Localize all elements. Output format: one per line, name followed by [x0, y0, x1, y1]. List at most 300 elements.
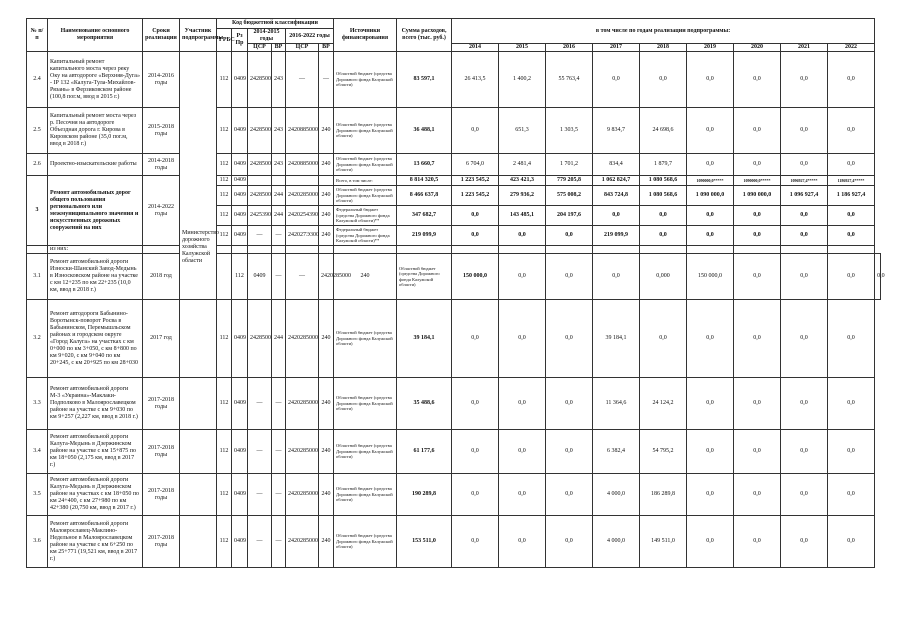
year-value: 0,0 — [546, 254, 593, 300]
row-terms: 2017-2018 годы — [143, 378, 180, 430]
table-row — [27, 108, 881, 154]
year-value: 0,0 — [828, 108, 875, 154]
table-row — [27, 254, 881, 300]
year-value: 0,0 — [640, 206, 687, 226]
grbs-cell: 112 — [217, 430, 232, 474]
source-cell: Областной бюджет (средства Дорожного фонда Калужской области) — [334, 430, 397, 474]
year-value: 0,0 — [546, 300, 593, 378]
row-name: Проектно-изыскательские работы — [48, 154, 143, 176]
csr-cell: — — [248, 516, 272, 568]
vr2-cell: 240 — [319, 186, 334, 206]
csr-cell: 2428500 — [248, 52, 272, 108]
year-value: 0,0 — [452, 300, 499, 378]
sum-cell: 150 000,0 — [452, 254, 499, 300]
year-value: 1090000,0***** — [734, 176, 781, 186]
year-value: 0,0 — [546, 474, 593, 516]
row-num: 2.4 — [27, 52, 48, 108]
year-value: 0,0 — [828, 430, 875, 474]
year-value: 0,0 — [687, 378, 734, 430]
row-terms: 2017-2018 годы — [143, 474, 180, 516]
year-value: 0,0 — [640, 52, 687, 108]
year-value: 1 303,5 — [546, 108, 593, 154]
budget-table — [26, 18, 885, 568]
vr-cell: 244 — [272, 206, 286, 226]
year-value: 54 795,2 — [640, 430, 687, 474]
row-name: Ремонт автомобильной дороги М-3 «Украина»-Маклаки-Подполково в Малоярославецком районе на участке с км 9+030 по км 9+257 (2,227 км, ввод в 2018 г.) — [48, 378, 143, 430]
rzpr-cell: 0409 — [232, 176, 248, 186]
vr-cell: — — [272, 226, 286, 246]
source-cell: Областной бюджет (средства Дорожного фонда Калужской области) — [334, 52, 397, 108]
vr2-cell: — — [319, 52, 334, 108]
source-cell: Всего, в том числе: — [334, 176, 397, 186]
year-value: 0,0 — [546, 430, 593, 474]
csr2-cell: 2420285000 — [286, 378, 319, 430]
year-value: 204 197,6 — [546, 206, 593, 226]
vr2-cell: 240 — [319, 474, 334, 516]
row-terms: 2014-2016 годы — [143, 52, 180, 108]
header-code-group: Код бюджетной классификации — [217, 19, 334, 29]
vr2-cell: 240 — [319, 154, 334, 176]
year-value: 0,0 — [781, 52, 828, 108]
header-grbs: ГРБС — [217, 29, 232, 52]
vr-cell: 244 — [272, 300, 286, 378]
csr-cell: 2428500 — [248, 108, 272, 154]
year-value: 0,0 — [452, 516, 499, 568]
sum-cell: 190 289,8 — [397, 474, 452, 516]
participant-empty — [180, 430, 217, 474]
csr-cell: 2425390 — [248, 206, 272, 226]
year-value: 279 936,2 — [499, 186, 546, 206]
year-value: 0,0 — [687, 154, 734, 176]
row-name: Ремонт автомобильной дороги Износки-Шанский Завод-Медынь в Износковском районе на участке с км 12+235 по км 22+235 (10,0 км, ввод в 2018 г.) — [48, 254, 143, 300]
table-row — [27, 176, 881, 186]
row-num: 2.6 — [27, 154, 48, 176]
csr2-cell: — — [286, 52, 319, 108]
csr2-cell: 242027Э300 — [286, 226, 319, 246]
rzpr-cell: 0409 — [232, 154, 248, 176]
row-name: Ремонт автомобильной дороги Малоярославец-Маклино-Недельное в Малоярославецком районе на участке с км 6+250 по км 25+771 (19,521 км, ввод в 2017 г.) — [48, 516, 143, 568]
csr2-cell: 2420885000 — [286, 154, 319, 176]
year-value: 0,0 — [593, 206, 640, 226]
grbs-cell: 112 — [217, 300, 232, 378]
csr2-cell: 2420285000 — [286, 430, 319, 474]
vr2-cell: 240 — [319, 108, 334, 154]
row-name: Капитальный ремонт капитального моста через реку Оку на автодороге «Верхняя-Дуга» - IР 132 «Калуга-Тула-Михайлов-Рязань» в Ферзиковском районе (100,8 пог.м, ввод в 2015 г.) — [48, 52, 143, 108]
csr2-cell: 2420285000 — [286, 300, 319, 378]
empty-cell — [546, 246, 593, 254]
row-num: 2.5 — [27, 108, 48, 154]
empty-cell — [828, 246, 875, 254]
vr-cell — [272, 176, 286, 186]
row-num: 3.5 — [27, 474, 48, 516]
grbs-cell: 112 — [217, 52, 232, 108]
year-value: 0,0 — [640, 300, 687, 378]
year-value: 0,0 — [687, 108, 734, 154]
header-year: 2014 — [452, 44, 499, 52]
year-value: 1 223 545,2 — [452, 176, 499, 186]
year-value: 24 698,6 — [640, 108, 687, 154]
year-value: 1 062 824,7 — [593, 176, 640, 186]
year-value: 0,0 — [499, 378, 546, 430]
participant-label: Министерство дорожного хозяйства Калужской области — [182, 230, 219, 264]
year-value: 0,0 — [734, 206, 781, 226]
header-num: № п/п — [27, 19, 48, 52]
empty-cell — [452, 246, 499, 254]
header-rzpr: Рз Пр — [232, 29, 248, 52]
rzpr-cell: 0409 — [232, 108, 248, 154]
table-row — [27, 246, 881, 254]
table-row — [27, 430, 881, 474]
year-value: 0,0 — [593, 254, 640, 300]
year-value: 1 096 927,4 — [781, 186, 828, 206]
year-value: 0,0 — [875, 254, 881, 300]
year-value: 0,0 — [452, 474, 499, 516]
header-csr2: ЦСР — [286, 44, 319, 52]
row-terms: 2017 год — [143, 300, 180, 378]
vr2-cell: 240 — [319, 430, 334, 474]
year-value: 0,0 — [781, 516, 828, 568]
vr2-cell: 240 — [319, 226, 334, 246]
year-value: 0,0 — [499, 300, 546, 378]
year-value: 26 413,5 — [452, 52, 499, 108]
table-row — [27, 300, 881, 378]
sum-cell: 39 184,1 — [397, 300, 452, 378]
csr-cell: 2428500 — [248, 186, 272, 206]
year-value: 24 124,2 — [640, 378, 687, 430]
row-num: 3.4 — [27, 430, 48, 474]
empty-cell — [334, 246, 397, 254]
vr-cell: 243 — [272, 154, 286, 176]
row-num: 3.1 — [27, 254, 48, 300]
empty-cell — [272, 246, 286, 254]
year-value: 1 080 568,6 — [640, 186, 687, 206]
header-year: 2021 — [781, 44, 828, 52]
year-value: 0,0 — [734, 108, 781, 154]
header-vr: ВР — [272, 44, 286, 52]
empty-cell — [687, 246, 734, 254]
row-terms: 2017-2018 годы — [143, 516, 180, 568]
year-value: 843 724,8 — [593, 186, 640, 206]
year-value: 149 511,0 — [640, 516, 687, 568]
source-cell: Областной бюджет (средства Дорожного фонда Калужской области) — [334, 378, 397, 430]
year-value: 1 701,2 — [546, 154, 593, 176]
year-value: 0,0 — [452, 206, 499, 226]
year-value: 2 481,4 — [499, 154, 546, 176]
year-value: 1096927,4***** — [781, 176, 828, 186]
sum-cell: 36 488,1 — [397, 108, 452, 154]
year-value: 0,0 — [828, 226, 875, 246]
year-value: 1 223 545,2 — [452, 186, 499, 206]
year-value: 4 000,0 — [593, 474, 640, 516]
year-value: 0,0 — [499, 430, 546, 474]
source-cell: Областной бюджет (средства Дорожного фонда Калужской области) — [334, 154, 397, 176]
sum-cell: 83 597,1 — [397, 52, 452, 108]
year-value: 0,0 — [452, 108, 499, 154]
vr-cell: 243 — [272, 52, 286, 108]
grbs-cell: 112 — [217, 108, 232, 154]
year-value: 423 421,3 — [499, 176, 546, 186]
sum-cell: 8 466 637,8 — [397, 186, 452, 206]
csr2-cell: 2420285000 — [319, 254, 334, 300]
vr-cell: 243 — [272, 108, 286, 154]
rzpr-cell: 0409 — [232, 378, 248, 430]
grbs-cell: 112 — [217, 186, 232, 206]
year-value: 0,0 — [828, 254, 875, 300]
empty-cell — [286, 246, 319, 254]
year-value: 1186927,4***** — [828, 176, 875, 186]
empty-cell — [593, 246, 640, 254]
csr2-cell: 2420285000 — [286, 516, 319, 568]
vr-cell: — — [272, 378, 286, 430]
year-value: 0,0 — [452, 226, 499, 246]
vr-cell: — — [272, 430, 286, 474]
rzpr-cell: 0409 — [232, 430, 248, 474]
table-row — [27, 474, 881, 516]
year-value: 186 289,8 — [640, 474, 687, 516]
source-cell: Областной бюджет (средства Дорожного фонда Калужской области) — [334, 516, 397, 568]
year-value: 0,0 — [452, 378, 499, 430]
year-value: 0,0 — [828, 378, 875, 430]
year-value: 0,0 — [781, 226, 828, 246]
header-year: 2017 — [593, 44, 640, 52]
year-value: 219 099,9 — [593, 226, 640, 246]
vr-cell: — — [272, 516, 286, 568]
grbs-cell: 112 — [217, 474, 232, 516]
row-terms: 2014-2022 годы — [143, 176, 180, 246]
year-value: 575 008,2 — [546, 186, 593, 206]
table-row — [27, 154, 881, 176]
grbs-cell: 112 — [217, 176, 232, 186]
incl-label: из них: — [48, 246, 143, 254]
year-value: 0,0 — [687, 300, 734, 378]
row-terms: 2017-2018 годы — [143, 430, 180, 474]
header-csr: ЦСР — [248, 44, 272, 52]
year-value: 0,0 — [781, 206, 828, 226]
vr2-cell: 240 — [319, 300, 334, 378]
participant-empty — [180, 300, 217, 378]
csr-cell — [248, 176, 272, 186]
year-value: 0,0 — [546, 378, 593, 430]
source-cell: Федеральный бюджет (средства Дорожного фонда Калужской области)** — [334, 206, 397, 226]
source-cell: Областной бюджет (средства Дорожного фонда Калужской области) — [334, 186, 397, 206]
row-name: Ремонт автодороги Бабынино-Воротынск-поворот Росва в Бабынинском, Перемышльском районах и городском округе «Город Калуга» на участках с км 0+000 по км 3+050, с км 8+800 по км 9+020, с км 9+040 по км 20+245, с км 20+925 по км 28+030 — [48, 300, 143, 378]
year-value: 143 485,1 — [499, 206, 546, 226]
row-num: 3 — [27, 176, 48, 246]
rzpr-cell: 0409 — [248, 254, 272, 300]
year-value: 0,0 — [499, 516, 546, 568]
rzpr-cell: 0409 — [232, 300, 248, 378]
vr-cell: — — [286, 254, 319, 300]
csr2-cell: 2420285000 — [286, 474, 319, 516]
header-2016-2022: 2016-2022 годы — [286, 29, 334, 44]
year-value: 0,0 — [734, 474, 781, 516]
csr2-cell: 2420285000 — [286, 186, 319, 206]
year-value: 0,0 — [781, 300, 828, 378]
empty-cell — [232, 246, 248, 254]
csr-cell: — — [248, 378, 272, 430]
year-value: 9 834,7 — [593, 108, 640, 154]
year-value: 0,0 — [687, 430, 734, 474]
csr2-cell — [286, 176, 319, 186]
year-value: 1 090 000,0 — [687, 186, 734, 206]
year-value: 0,0 — [828, 52, 875, 108]
year-value: 0,0 — [734, 300, 781, 378]
year-value: 651,3 — [499, 108, 546, 154]
empty-cell — [217, 246, 232, 254]
row-num: 3.6 — [27, 516, 48, 568]
row-terms: 2014-2018 годы — [143, 154, 180, 176]
header-terms: Сроки реализации — [143, 19, 180, 52]
participant-empty — [180, 378, 217, 430]
header-sources: Источники финансирования — [334, 19, 397, 52]
grbs-cell: 112 — [217, 226, 232, 246]
year-value: 11 364,6 — [593, 378, 640, 430]
year-value: 0,0 — [593, 52, 640, 108]
year-value: 0,0 — [734, 226, 781, 246]
source-cell: Областной бюджет (средства Дорожного фонда Калужской области) — [397, 254, 452, 300]
year-value: 0,0 — [781, 474, 828, 516]
empty-cell — [781, 246, 828, 254]
csr2-cell: 2420254390 — [286, 206, 319, 226]
vr2-cell: 240 — [319, 206, 334, 226]
empty-cell — [248, 246, 272, 254]
header-vr2: ВР — [319, 44, 334, 52]
sum-cell: 8 814 320,5 — [397, 176, 452, 186]
year-value: 0,0 — [734, 52, 781, 108]
year-value: 0,0 — [734, 516, 781, 568]
source-cell: Областной бюджет (средства Дорожного фонда Калужской области) — [334, 300, 397, 378]
row-name: Ремонт автомобильных дорог общего пользования регионального или межмуниципального значения и искусственных дорожных сооружений на них — [48, 176, 143, 246]
year-value: 0,0 — [828, 516, 875, 568]
rzpr-cell: 0409 — [232, 474, 248, 516]
sum-cell: 35 488,6 — [397, 378, 452, 430]
empty-cell — [640, 246, 687, 254]
empty-cell — [499, 246, 546, 254]
year-value: 0,0 — [781, 254, 828, 300]
year-value: 0,0 — [781, 108, 828, 154]
csr-cell: 2428500 — [248, 154, 272, 176]
vr2-cell: 240 — [319, 516, 334, 568]
header-year: 2018 — [640, 44, 687, 52]
rzpr-cell: 0409 — [232, 226, 248, 246]
source-cell: Федеральный бюджет (средства Дорожного фонда Калужской области)** — [334, 226, 397, 246]
year-value: 0,0 — [687, 52, 734, 108]
rzpr-cell: 0409 — [232, 516, 248, 568]
header-year: 2015 — [499, 44, 546, 52]
participant-cell — [180, 52, 217, 300]
year-value: 0,0 — [687, 226, 734, 246]
rzpr-cell: 0409 — [232, 186, 248, 206]
header-name: Наименование основного мероприятия — [48, 19, 143, 52]
year-value: 0,000 — [640, 254, 687, 300]
year-value: 0,0 — [687, 474, 734, 516]
empty-cell — [319, 246, 334, 254]
header-year: 2022 — [828, 44, 875, 52]
document-page — [26, 18, 885, 568]
header-year: 2016 — [546, 44, 593, 52]
header-year: 2020 — [734, 44, 781, 52]
year-value: 0,0 — [687, 206, 734, 226]
csr2-cell: 2420885000 — [286, 108, 319, 154]
year-value: 150 000,0 — [687, 254, 734, 300]
year-value: 0,0 — [452, 430, 499, 474]
row-terms: 2015-2018 годы — [143, 108, 180, 154]
header-participant: Участник подпрограммы — [180, 19, 217, 52]
sum-cell: 219 099,9 — [397, 226, 452, 246]
header-2014-2015: 2014-2015 годы — [248, 29, 286, 44]
source-cell: Областной бюджет (средства Дорожного фонда Калужской области) — [334, 474, 397, 516]
vr2-cell: 240 — [319, 378, 334, 430]
participant-empty — [180, 474, 217, 516]
csr-cell: — — [248, 430, 272, 474]
year-value: 0,0 — [499, 226, 546, 246]
participant-empty — [180, 516, 217, 568]
sum-cell: 61 177,6 — [397, 430, 452, 474]
year-value: 0,0 — [828, 474, 875, 516]
year-value: 6 382,4 — [593, 430, 640, 474]
csr-cell: — — [272, 254, 286, 300]
year-value: 1090000,0***** — [687, 176, 734, 186]
participant-empty — [217, 254, 232, 300]
row-num: 3.2 — [27, 300, 48, 378]
row-name: Ремонт автомобильной дороги Калуга-Медынь в Дзержинском районе на участках с км 18+050 по км 24+400, с км 27+980 по км 42+380 (20,750 км, ввод в 2017 г.) — [48, 474, 143, 516]
grbs-cell: 112 — [217, 206, 232, 226]
year-value: 1 080 568,6 — [640, 176, 687, 186]
year-value: 0,0 — [781, 430, 828, 474]
empty-cell — [397, 246, 452, 254]
table-row — [27, 516, 881, 568]
year-value: 0,0 — [546, 226, 593, 246]
csr-cell: — — [248, 226, 272, 246]
year-value: 0,0 — [734, 154, 781, 176]
table-row — [27, 378, 881, 430]
row-name: Капитальный ремонт моста через р. Песочня на автодороге Объездная дорога г. Кирова в Кировском районе (35,0 пог.м, ввод в 2018 г.) — [48, 108, 143, 154]
year-value: 1 400,2 — [499, 52, 546, 108]
year-value: 1 186 927,4 — [828, 186, 875, 206]
source-cell: Областной бюджет (средства Дорожного фонда Калужской области) — [334, 108, 397, 154]
header-years-group: в том числе по годам реализации подпрограммы: — [452, 19, 875, 44]
year-value: 55 763,4 — [546, 52, 593, 108]
year-value: 0,0 — [734, 254, 781, 300]
year-value: 0,0 — [828, 300, 875, 378]
year-value: 0,0 — [546, 516, 593, 568]
year-value: 0,0 — [499, 474, 546, 516]
row-name: Ремонт автомобильной дороги Калуга-Медынь в Дзержинском районе на участке с км 15+875 по км 18+050 (2,175 км, ввод в 2017 г.) — [48, 430, 143, 474]
header-sum: Сумма расходов, всего (тыс. руб.) — [397, 19, 452, 52]
rzpr-cell: 0409 — [232, 206, 248, 226]
year-value: 0,0 — [499, 254, 546, 300]
empty-cell — [143, 246, 180, 254]
year-value: 39 184,1 — [593, 300, 640, 378]
grbs-cell: 112 — [217, 378, 232, 430]
header-year: 2019 — [687, 44, 734, 52]
rzpr-cell: 0409 — [232, 52, 248, 108]
vr2-cell — [319, 176, 334, 186]
year-value: 0,0 — [828, 206, 875, 226]
vr-cell: 244 — [272, 186, 286, 206]
grbs-cell: 112 — [217, 516, 232, 568]
vr-cell: — — [272, 474, 286, 516]
grbs-cell: 112 — [217, 154, 232, 176]
csr-cell: 2428500 — [248, 300, 272, 378]
year-value: 0,0 — [734, 430, 781, 474]
row-num — [27, 246, 48, 254]
year-value: 1 879,7 — [640, 154, 687, 176]
row-num: 3.3 — [27, 378, 48, 430]
year-value: 4 000,0 — [593, 516, 640, 568]
year-value: 779 205,8 — [546, 176, 593, 186]
empty-cell — [734, 246, 781, 254]
